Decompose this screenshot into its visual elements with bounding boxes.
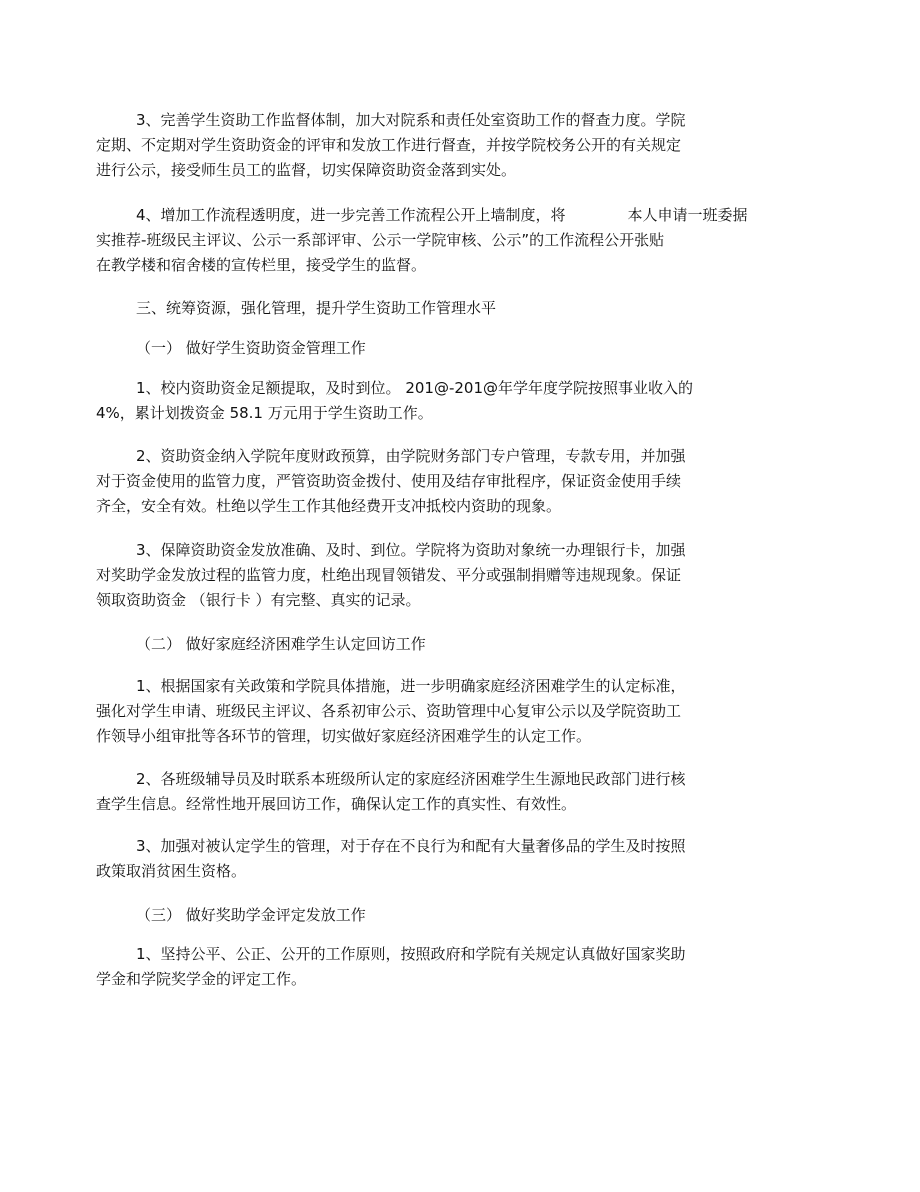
subsection-heading-text: （一） 做好学生资助资金管理工作 [136,339,366,357]
paragraph-supervision [96,108,736,183]
paragraph-line: 2、资助资金纳入学院年度财政预算，由学院财务部门专户管理，专款专用，并加强 [136,447,686,465]
paragraph-line: 对于资金使用的监管力度，严管资助资金拨付、使用及结存审批程序，保证资金使用手续 [96,472,682,490]
paragraph-line: 1、坚持公平、公正、公开的工作原则，按照政府和学院有关规定认真做好国家奖助 [136,945,686,963]
paragraph-line: 领取资助资金 （银行卡 ）有完整、真实的记录。 [96,591,421,609]
section-heading-text: 三、统筹资源，强化管理，提升学生资助工作管理水平 [136,299,497,317]
inline-insert-text: 本人申请一班委据 [627,206,748,224]
subsection-heading-three [96,903,736,928]
paragraph-scholarship-principles [96,942,736,992]
paragraph-line: 进行公示，接受师生员工的监督，切实保障资助资金落到实处。 [96,161,517,179]
paragraph-line: 1、校内资助资金足额提取，及时到位。 201@-201@年学年度学院按照事业收入的 [136,379,693,397]
paragraph-line: 实推荐-班级民主评议、公示一系部评审、公示一学院审核、公示”的工作流程公开张贴 [96,231,665,249]
paragraph-line: 学金和学院奖学金的评定工作。 [96,970,307,988]
paragraph-line: 在教学楼和宿舍楼的宣传栏里，接受学生的监督。 [96,256,427,274]
paragraph-line: 对奖助学金发放过程的监管力度，杜绝出现冒领错发、平分或强制捐赠等违规现象。保证 [96,566,682,584]
subsection-heading-two [96,632,736,657]
subsection-heading-text: （二） 做好家庭经济困难学生认定回访工作 [136,635,426,653]
paragraph-process-transparency [96,203,748,278]
subsection-heading-one [96,336,736,361]
paragraph-line: 强化对学生申请、班级民主评议、各系初审公示、资助管理中心复审公示以及学院资助工 [96,702,682,720]
section-heading-three [96,296,736,321]
paragraph-line: 2、各班级辅导员及时联系本班级所认定的家庭经济困难学生生源地民政部门进行核 [136,770,686,788]
paragraph-line: 4%，累计划拨资金 58.1 万元用于学生资助工作。 [96,404,433,422]
paragraph-line: 3、加强对被认定学生的管理，对于存在不良行为和配有大量奢侈品的学生及时按照 [136,837,686,855]
paragraph-line-with-insert [96,203,748,228]
paragraph-recognition-standard [96,674,736,749]
paragraph-line: 作领导小组审批等各环节的管理，切实做好家庭经济困难学生的认定工作。 [96,727,592,745]
paragraph-line: 定期、不定期对学生资助资金的评审和发放工作进行督查，并按学院校务公开的有关规定 [96,136,682,154]
paragraph-line: 政策取消贫困生资格。 [96,862,247,880]
paragraph-line: 3、完善学生资助工作监督体制，加大对院系和责任处室资助工作的督查力度。学院 [136,111,686,129]
paragraph-funds-extraction [96,376,736,426]
paragraph-line: 1、根据国家有关政策和学院具体措施，进一步明确家庭经济困难学生的认定标准， [136,677,686,695]
subsection-heading-text: （三） 做好奖助学金评定发放工作 [136,906,366,924]
paragraph-line: 齐全，安全有效。杜绝以学生工作其他经费开支冲抵校内资助的现象。 [96,497,562,515]
paragraph-disbursement [96,538,736,613]
paragraph-student-management [96,834,736,884]
paragraph-counselor-verification [96,767,736,817]
paragraph-budget-management [96,444,736,519]
paragraph-line: 3、保障资助资金发放准确、及时、到位。学院将为资助对象统一办理银行卡，加强 [136,541,686,559]
paragraph-line: 4、增加工作流程透明度，进一步完善工作流程公开上墙制度，将 [136,206,566,224]
paragraph-line: 查学生信息。经常性地开展回访工作，确保认定工作的真实性、有效性。 [96,795,577,813]
